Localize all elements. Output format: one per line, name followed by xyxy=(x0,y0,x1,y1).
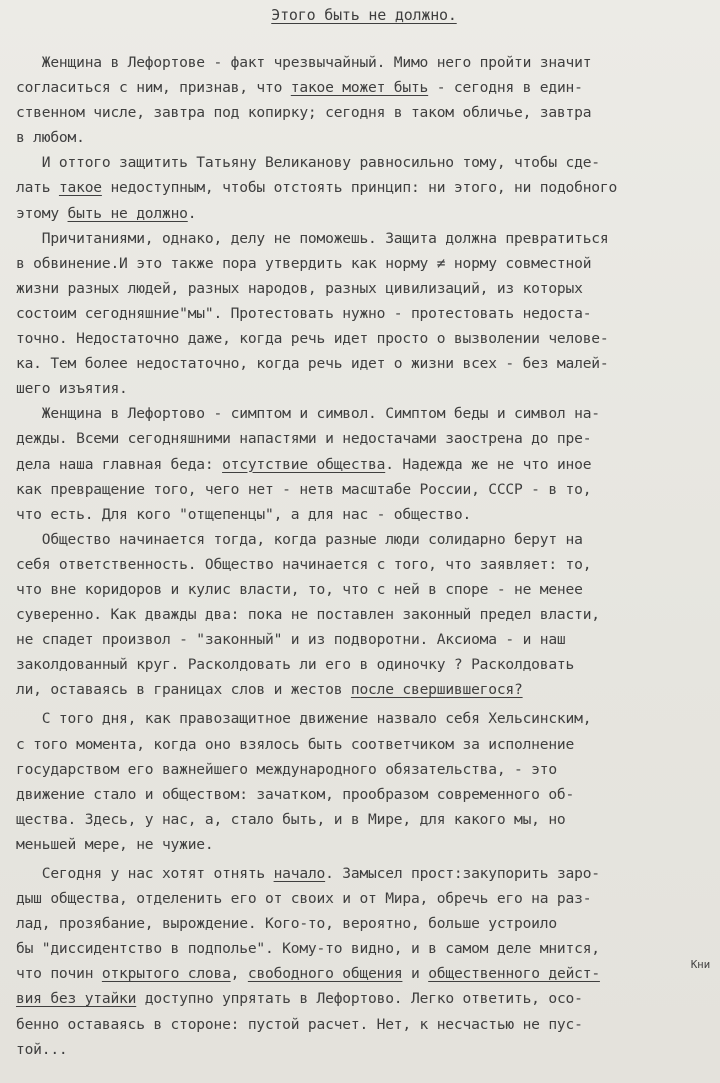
text-run: что вне коридоров и кулис власти, то, что с ней в споре - не менее xyxy=(16,580,583,598)
text-run: дыш общества, отделенить его от своих и от Мира, обречь его на раз- xyxy=(16,890,592,908)
text-line xyxy=(16,426,692,451)
text-run: , xyxy=(230,965,248,983)
underlined-phrase: вия без утайки xyxy=(16,990,137,1008)
text-line xyxy=(16,175,692,200)
text-line xyxy=(16,936,692,961)
text-line xyxy=(16,201,692,226)
text-run: . xyxy=(187,204,197,222)
text-line xyxy=(16,961,692,986)
text-line xyxy=(16,452,692,477)
margin-note: Кни xyxy=(690,958,710,971)
text-run: государством его важнейшего международного обязательства, - это xyxy=(16,760,557,778)
text-line xyxy=(16,1012,692,1037)
text-line xyxy=(16,886,692,911)
text-line xyxy=(16,627,692,652)
underlined-phrase: такое xyxy=(58,179,102,197)
text-run: шего изъятия. xyxy=(16,380,128,398)
text-line xyxy=(16,677,692,702)
text-line xyxy=(16,861,692,886)
text-line xyxy=(16,602,692,627)
underlined-phrase: свободного общения xyxy=(247,965,403,983)
document-title-text: Этого быть не должно. xyxy=(271,6,457,24)
text-line xyxy=(16,986,692,1011)
underlined-phrase: после свершившегося? xyxy=(350,681,523,699)
paragraph xyxy=(16,150,692,225)
text-run: согласиться с ним, признав, что xyxy=(16,79,291,97)
text-line xyxy=(16,376,692,401)
text-run: лад, прозябание, вырождение. Кого-то, вероятно, больше устроило xyxy=(16,915,557,933)
text-line xyxy=(16,251,692,276)
document-title xyxy=(16,6,692,24)
text-run: . Надежда же не что иное xyxy=(385,455,592,473)
underlined-phrase: начало xyxy=(273,865,326,882)
text-run: Общество начинается тогда, когда разные люди солидарно берут на xyxy=(16,530,583,548)
text-run: лать xyxy=(16,179,59,197)
text-line xyxy=(16,150,692,175)
text-run: в любом. xyxy=(16,129,85,147)
text-run: . Замысел прост:закупорить заро- xyxy=(325,865,600,882)
document-body xyxy=(16,50,692,1062)
text-line xyxy=(16,706,692,731)
text-run: как превращение того, чего нет - нетв масштабе России, СССР - в то, xyxy=(16,480,592,498)
text-run: движение стало и обществом: зачатком, прообразом современного об- xyxy=(16,785,575,803)
text-line xyxy=(16,301,692,326)
text-run: С того дня, как правозащитное движение назвало себя Хельсинским, xyxy=(16,710,592,728)
text-run: дежды. Всеми сегодняшними напастями и недостачами заострена до пре- xyxy=(16,430,592,448)
text-run: ка. Тем более недостаточно, когда речь идет о жизни всех - без малей- xyxy=(16,355,609,373)
text-run: суверенно. Как дважды два: пока не поставлен законный предел власти, xyxy=(16,606,600,624)
text-run: - сегодня в един- xyxy=(428,79,583,97)
text-run: точно. Недостаточно даже, когда речь идет просто о вызволении челове- xyxy=(16,330,609,348)
text-line xyxy=(16,757,692,782)
underlined-phrase: общественного дейст- xyxy=(428,965,600,983)
paragraph xyxy=(16,861,692,1062)
text-run: что есть. Для кого "отщепенцы", а для нас - общество. xyxy=(16,505,472,523)
text-line xyxy=(16,477,692,502)
text-line xyxy=(16,125,692,150)
text-run: доступно упрятать в Лефортово. Легко ответить, осо- xyxy=(136,990,583,1008)
text-line xyxy=(16,911,692,936)
text-run: бы "диссидентство в подполье". Кому-то видно, и в самом деле мнится, xyxy=(16,940,600,958)
text-run: щества. Здесь, у нас, а, стало быть, и в Мире, для какого мы, но xyxy=(16,810,566,828)
underlined-phrase: быть не должно xyxy=(67,204,188,222)
text-line xyxy=(16,652,692,677)
text-run: и xyxy=(402,965,429,983)
text-run: меньшей мере, не чужие. xyxy=(16,835,214,853)
text-line xyxy=(16,50,692,75)
text-line xyxy=(16,577,692,602)
paragraph xyxy=(16,50,692,150)
text-run: дела наша главная беда: xyxy=(16,455,223,473)
text-run: заколдованный круг. Расколдовать ли его в одиночку ? Расколдовать xyxy=(16,656,575,674)
text-line xyxy=(16,226,692,251)
text-run: той... xyxy=(16,1040,68,1058)
text-run: недоступным, чтобы отстоять принцип: ни этого, ни подобного xyxy=(101,179,618,197)
paragraph xyxy=(16,527,692,703)
text-line xyxy=(16,732,692,757)
text-run: Сегодня у нас хотят отнять xyxy=(16,865,274,882)
text-run: Женщина в Лефортово - симптом и символ. Симптом беды и символ на- xyxy=(16,405,600,423)
text-line xyxy=(16,276,692,301)
text-line xyxy=(16,75,692,100)
text-line xyxy=(16,100,692,125)
text-run: ственном числе, завтра под копирку; сегодня в таком обличье, завтра xyxy=(16,104,592,122)
underlined-phrase: отсутствие общества xyxy=(222,455,386,473)
text-line xyxy=(16,807,692,832)
paragraph xyxy=(16,706,692,857)
text-run: жизни разных людей, разных народов, разных цивилизаций, из которых xyxy=(16,279,583,297)
text-line xyxy=(16,832,692,857)
text-run: что почин xyxy=(16,965,102,983)
text-line xyxy=(16,527,692,552)
underlined-phrase: такое может быть xyxy=(290,79,429,97)
text-line xyxy=(16,1037,692,1062)
text-run: в обвинение.И это также пора утвердить как норму ≠ норму совместной xyxy=(16,254,592,272)
text-line xyxy=(16,326,692,351)
text-run: с того момента, когда оно взялось быть соответчиком за исполнение xyxy=(16,735,575,753)
text-line xyxy=(16,782,692,807)
text-run: не спадет произвол - "законный" и из подворотни. Аксиома - и наш xyxy=(16,631,566,649)
text-line xyxy=(16,502,692,527)
underlined-phrase: открытого слова xyxy=(101,965,231,983)
text-run: себя ответственность. Общество начинается с того, что заявляет: то, xyxy=(16,555,592,573)
text-line xyxy=(16,552,692,577)
text-line xyxy=(16,401,692,426)
paragraph xyxy=(16,226,692,402)
text-run: этому xyxy=(16,204,68,222)
text-run: И оттого защитить Татьяну Великанову равносильно тому, чтобы сде- xyxy=(16,154,600,172)
paragraph xyxy=(16,401,692,526)
text-run: ли, оставаясь в границах слов и жестов xyxy=(16,681,351,699)
text-line xyxy=(16,351,692,376)
text-run: Женщина в Лефортове - факт чрезвычайный. Мимо него пройти значит xyxy=(16,54,592,71)
text-run: состоим сегодняшние"мы". Протестовать нужно - протестовать недоста- xyxy=(16,304,592,322)
text-run: бенно оставаясь в стороне: пустой расчет. Нет, к несчастью не пус- xyxy=(16,1015,583,1033)
text-run: Причитаниями, однако, делу не поможешь. Защита должна превратиться xyxy=(16,229,609,247)
